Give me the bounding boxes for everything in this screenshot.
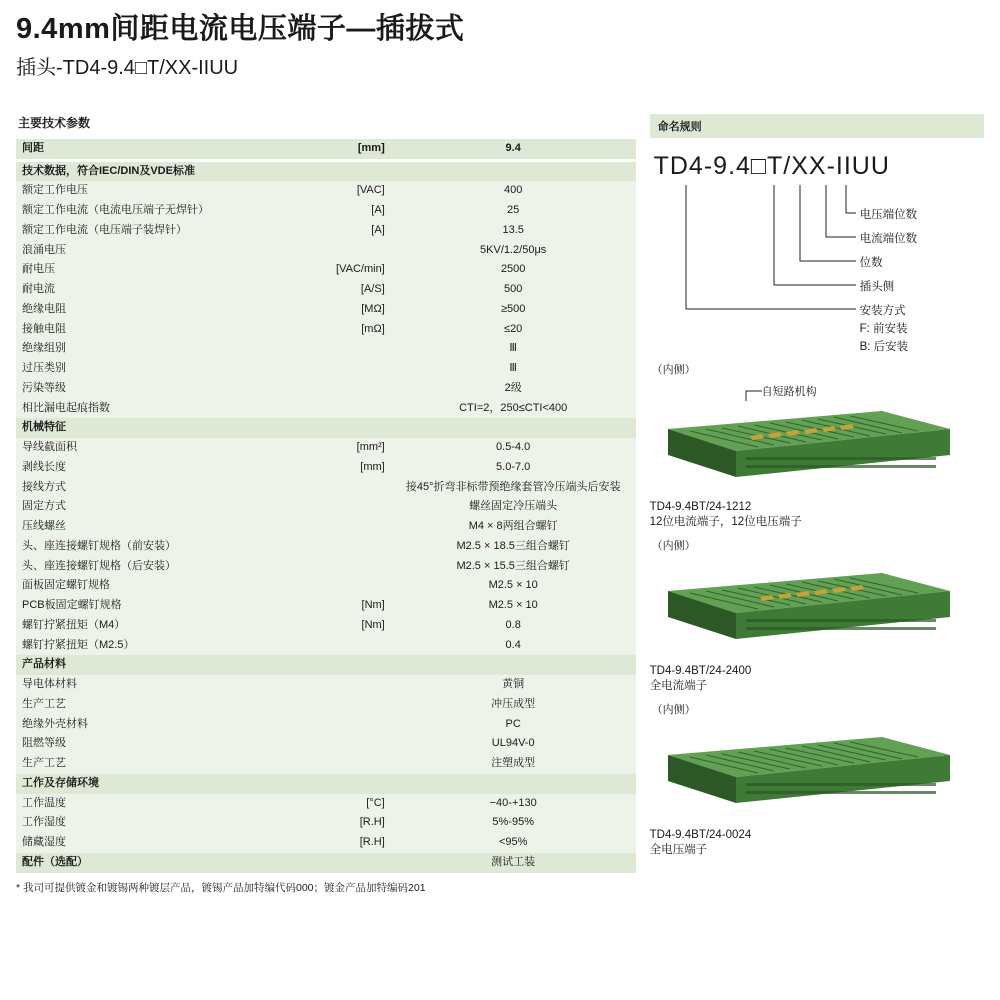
spec-row-unit — [330, 359, 391, 379]
spec-row — [16, 833, 636, 853]
product-2 — [650, 537, 984, 695]
spec-row — [16, 517, 636, 537]
spec-row-label: 间距 — [16, 139, 330, 159]
spec-row-unit: [°C] — [330, 794, 391, 814]
legend-label-front-mount: F: 前安装 — [859, 322, 908, 335]
spec-row-label: 耐电压 — [16, 260, 330, 280]
spec-row-value: Ⅲ — [391, 359, 636, 379]
spec-row — [16, 241, 636, 261]
spec-row-unit — [330, 774, 391, 794]
spec-row-unit: [mΩ] — [330, 320, 391, 340]
spec-row-label: 耐电流 — [16, 280, 330, 300]
spec-row-label: 螺钉拧紧扭矩（M4） — [16, 616, 330, 636]
spec-row-value: CTI=2，250≤CTI<400 — [391, 399, 636, 419]
spec-row-value — [391, 418, 636, 438]
spec-row — [16, 359, 636, 379]
spec-row-label: 阻燃等级 — [16, 734, 330, 754]
legend-label-positions: 位数 — [859, 256, 883, 269]
product-2-desc: 全电流端子 — [649, 680, 708, 693]
spec-row-label: 工作温度 — [16, 794, 330, 814]
spec-row-value: 13.5 — [391, 221, 636, 241]
spec-row-unit: [VAC/min] — [330, 260, 391, 280]
spec-row — [16, 379, 636, 399]
spec-row — [16, 339, 636, 359]
spec-row-label: 机械特征 — [16, 418, 330, 438]
spec-row — [16, 537, 636, 557]
spec-row-unit — [330, 655, 391, 675]
spec-row-unit: [A] — [330, 201, 391, 221]
spec-row-label: 相比漏电起痕指数 — [16, 399, 330, 419]
spec-row-value: ≥500 — [391, 300, 636, 320]
spec-row-unit — [330, 379, 391, 399]
spec-row-unit — [330, 636, 391, 656]
connector-illustration-3 — [650, 721, 970, 821]
spec-row-value: 0.8 — [391, 616, 636, 636]
spec-row-value: M2.5 × 15.5三组合螺钉 — [391, 557, 636, 577]
spec-row-value: 5KV/1.2/50μs — [391, 241, 636, 261]
spec-row-value: 500 — [391, 280, 636, 300]
legend-label-voltage-positions: 电压端位数 — [859, 208, 918, 221]
spec-row-label: 头、座连接螺钉规格（后安装） — [16, 557, 330, 577]
product-3-image — [650, 721, 970, 821]
spec-row-label: 螺钉拧紧扭矩（M2.5） — [16, 636, 330, 656]
spec-row-value: PC — [391, 715, 636, 735]
spec-row-value — [391, 162, 636, 182]
product-3-inner-note: （内侧） — [651, 703, 696, 716]
spec-row — [16, 734, 636, 754]
spec-row — [16, 399, 636, 419]
spec-row-unit — [330, 517, 391, 537]
page-title: 9.4mm间距电流电压端子—插拔式 — [16, 13, 465, 45]
spec-row-unit: [MΩ] — [330, 300, 391, 320]
spec-group-row — [16, 655, 636, 675]
spec-row-unit: [Nm] — [330, 596, 391, 616]
spec-row-value: 黄铜 — [391, 675, 636, 695]
product-3-code: TD4-9.4BT/24-0024 — [649, 828, 752, 841]
spec-row-value: M2.5 × 10 — [391, 596, 636, 616]
spec-row — [16, 260, 636, 280]
spec-row-label: 浪涌电压 — [16, 241, 330, 261]
spec-row-value: 0.5-4.0 — [391, 438, 636, 458]
legend-label-rear-mount: B: 后安装 — [859, 340, 909, 353]
spec-row-label: PCB板固定螺钉规格 — [16, 596, 330, 616]
spec-footnote: * 我司可提供镀金和镀锡两种镀层产品，镀锡产品加特编代码000；镀金产品加特编码201 — [16, 881, 426, 894]
spec-group-row — [16, 853, 636, 873]
spec-row-unit — [330, 497, 391, 517]
spec-row-unit — [330, 478, 391, 498]
product-1 — [650, 361, 984, 531]
spec-row-value: M2.5 × 10 — [391, 576, 636, 596]
spec-row-value: M4 × 8两组合螺钉 — [391, 517, 636, 537]
product-3-desc: 全电压端子 — [649, 844, 708, 857]
spec-column — [16, 114, 636, 895]
spec-row-unit — [330, 734, 391, 754]
spec-row-unit — [330, 754, 391, 774]
spec-row-value: 2500 — [391, 260, 636, 280]
spec-row-unit — [330, 241, 391, 261]
spec-row-unit: [mm] — [330, 458, 391, 478]
spec-group-row — [16, 139, 636, 159]
spec-row-unit — [330, 537, 391, 557]
spec-row-value: M2.5 × 18.5三组合螺钉 — [391, 537, 636, 557]
spec-row-value: −40-+130 — [391, 794, 636, 814]
spec-row-label: 绝缘电阻 — [16, 300, 330, 320]
spec-row-label: 工作及存储环境 — [16, 774, 330, 794]
spec-row — [16, 754, 636, 774]
spec-row — [16, 675, 636, 695]
product-3 — [650, 701, 984, 859]
product-2-caption — [650, 664, 984, 695]
spec-row — [16, 813, 636, 833]
spec-row-value: UL94V-0 — [391, 734, 636, 754]
spec-row — [16, 794, 636, 814]
legend-label-plug-side: 插头侧 — [859, 280, 895, 293]
spec-table — [16, 139, 636, 873]
spec-row — [16, 557, 636, 577]
spec-row-label: 生产工艺 — [16, 754, 330, 774]
spec-row-unit — [330, 715, 391, 735]
spec-row-label: 产品材料 — [16, 655, 330, 675]
spec-row-label: 污染等级 — [16, 379, 330, 399]
spec-row-label: 工作湿度 — [16, 813, 330, 833]
spec-row-value: 接45°折弯非标带预绝缘套管冷压端头后安装 — [391, 478, 636, 498]
spec-row-unit: [A] — [330, 221, 391, 241]
spec-row-value: <95% — [391, 833, 636, 853]
spec-row-unit: [VAC] — [330, 181, 391, 201]
spec-group-row — [16, 162, 636, 182]
spec-row-label: 面板固定螺钉规格 — [16, 576, 330, 596]
spec-row-unit: [mm] — [330, 139, 391, 159]
product-1-image — [650, 381, 970, 493]
spec-row-value — [391, 774, 636, 794]
spec-row-label: 额定工作电压 — [16, 181, 330, 201]
spec-row-value — [391, 655, 636, 675]
spec-row-unit: [Nm] — [330, 616, 391, 636]
product-2-image — [650, 557, 970, 657]
spec-row — [16, 497, 636, 517]
product-1-callout: 自短路机构 — [761, 385, 817, 398]
spec-row-label: 额定工作电流（电压端子装焊针） — [16, 221, 330, 241]
spec-row-label: 绝缘外壳材料 — [16, 715, 330, 735]
spec-row-label: 接触电阻 — [16, 320, 330, 340]
spec-row-value: 9.4 — [391, 139, 636, 159]
spec-row-unit — [330, 162, 391, 182]
page-subtitle: 插头-TD4-9.4□T/XX-IIUU — [16, 56, 239, 79]
spec-row — [16, 320, 636, 340]
spec-row-unit — [330, 418, 391, 438]
spec-row — [16, 181, 636, 201]
product-1-caption — [650, 500, 984, 531]
spec-section-label: 主要技术参数 — [18, 115, 91, 130]
spec-row-label: 固定方式 — [16, 497, 330, 517]
spec-row — [16, 201, 636, 221]
spec-row-label: 过压类别 — [16, 359, 330, 379]
naming-code: TD4-9.4□T/XX-IIUU — [653, 151, 890, 180]
spec-row — [16, 596, 636, 616]
legend-label-current-positions: 电流端位数 — [859, 232, 918, 245]
naming-column — [650, 114, 984, 895]
connector-illustration-2 — [650, 557, 970, 657]
spec-row — [16, 715, 636, 735]
spec-row — [16, 636, 636, 656]
spec-row-label: 头、座连接螺钉规格（前安装） — [16, 537, 330, 557]
spec-row-value: 5.0-7.0 — [391, 458, 636, 478]
spec-row — [16, 458, 636, 478]
spec-row-unit — [330, 675, 391, 695]
product-3-caption — [650, 828, 984, 859]
spec-row-label: 配件（选配） — [16, 853, 330, 873]
naming-legend — [650, 185, 984, 355]
spec-row-label: 接线方式 — [16, 478, 330, 498]
spec-row-label: 绝缘组别 — [16, 339, 330, 359]
spec-group-row — [16, 418, 636, 438]
spec-row — [16, 280, 636, 300]
spec-row-unit — [330, 695, 391, 715]
spec-row-unit — [330, 853, 391, 873]
naming-leader-lines — [650, 185, 990, 360]
spec-row — [16, 221, 636, 241]
naming-rule-header: 命名规则 — [650, 114, 984, 138]
spec-row-label: 额定工作电流（电流电压端子无焊针） — [16, 201, 330, 221]
spec-row-unit: [R.H] — [330, 813, 391, 833]
spec-row — [16, 300, 636, 320]
spec-row — [16, 576, 636, 596]
spec-row-unit — [330, 576, 391, 596]
spec-row — [16, 478, 636, 498]
spec-row-value: 2级 — [391, 379, 636, 399]
content-columns — [16, 114, 984, 895]
product-2-inner-note: （内侧） — [651, 539, 696, 552]
spec-row-value: 冲压成型 — [391, 695, 636, 715]
product-1-inner-note: （内侧） — [651, 363, 696, 376]
spec-row — [16, 695, 636, 715]
product-1-desc: 12位电流端子，12位电压端子 — [649, 516, 802, 529]
spec-row-label: 技术数据，符合IEC/DIN及VDE标准 — [16, 162, 330, 182]
spec-row-value: 400 — [391, 181, 636, 201]
spec-row-value: 5%-95% — [391, 813, 636, 833]
spec-row-label: 导电体材料 — [16, 675, 330, 695]
spec-row — [16, 438, 636, 458]
spec-row-label: 导线截面积 — [16, 438, 330, 458]
spec-row-unit: [mm²] — [330, 438, 391, 458]
spec-row-label: 压线螺丝 — [16, 517, 330, 537]
spec-row-value: 25 — [391, 201, 636, 221]
spec-row-value: 0.4 — [391, 636, 636, 656]
spec-row-label: 生产工艺 — [16, 695, 330, 715]
spec-row-unit: [R.H] — [330, 833, 391, 853]
spec-row-label: 剥线长度 — [16, 458, 330, 478]
spec-row-value: Ⅲ — [391, 339, 636, 359]
spec-row-value: 螺丝固定冷压端头 — [391, 497, 636, 517]
spec-row-value: 测试工装 — [391, 853, 636, 873]
spec-row-unit — [330, 339, 391, 359]
spec-group-row — [16, 774, 636, 794]
spec-row-unit — [330, 557, 391, 577]
product-1-code: TD4-9.4BT/24-1212 — [649, 500, 752, 513]
spec-row-value: ≤20 — [391, 320, 636, 340]
legend-label-mounting: 安装方式 — [859, 304, 906, 317]
spec-row-unit — [330, 399, 391, 419]
spec-row — [16, 616, 636, 636]
product-2-code: TD4-9.4BT/24-2400 — [649, 664, 752, 677]
spec-row-value: 注塑成型 — [391, 754, 636, 774]
spec-row-unit: [A/S] — [330, 280, 391, 300]
spec-row-label: 储藏湿度 — [16, 833, 330, 853]
